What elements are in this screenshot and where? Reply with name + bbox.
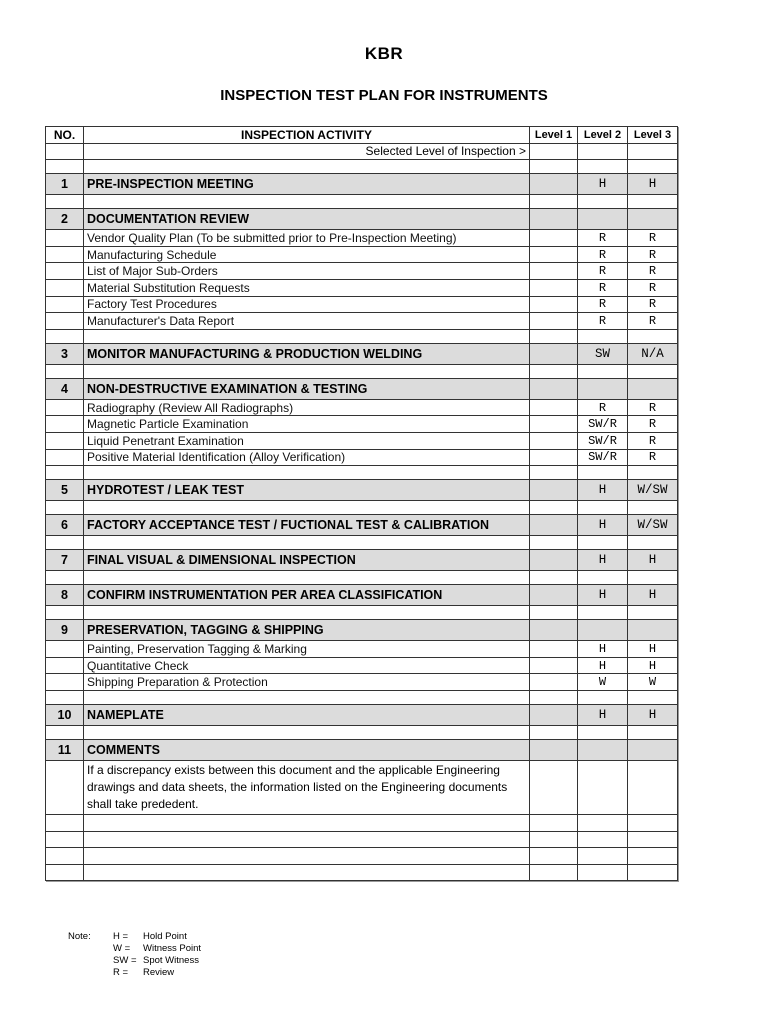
- activity-item-row: [46, 449, 678, 466]
- section-header-row: [46, 343, 678, 364]
- level-1-value: [530, 209, 578, 230]
- empty-cell: [578, 831, 628, 848]
- activity-label: Magnetic Particle Examination: [84, 416, 530, 433]
- document-title: KBR: [364, 44, 404, 63]
- empty-cell: [628, 814, 678, 831]
- section-number: 1: [46, 174, 84, 195]
- level-3-value: [628, 378, 678, 399]
- empty-cell: [84, 606, 530, 620]
- level-2-value: H: [578, 704, 628, 725]
- empty-cell: [578, 501, 628, 515]
- column-header-activity: INSPECTION ACTIVITY: [84, 127, 530, 144]
- section-title: MONITOR MANUFACTURING & PRODUCTION WELDING: [84, 343, 530, 364]
- comment-row: [46, 760, 678, 814]
- empty-cell: [578, 864, 628, 881]
- level-1-value: [530, 378, 578, 399]
- activity-label: Shipping Preparation & Protection: [84, 674, 530, 691]
- empty-cell: [46, 143, 84, 160]
- empty-cell: [46, 641, 84, 658]
- activity-label: Positive Material Identification (Alloy Verification): [84, 449, 530, 466]
- section-header-row: [46, 480, 678, 501]
- level-1-value: [530, 399, 578, 416]
- empty-cell: [578, 725, 628, 739]
- activity-item-row: [46, 399, 678, 416]
- activity-item-row: [46, 246, 678, 263]
- legend-entry: [113, 931, 201, 943]
- empty-row: [46, 864, 678, 881]
- activity-item-row: [46, 313, 678, 330]
- column-header-level-1: Level 1: [530, 127, 578, 144]
- spacer-row: [46, 501, 678, 515]
- spacer-row: [46, 606, 678, 620]
- level-2-value: H: [578, 641, 628, 658]
- empty-cell: [84, 536, 530, 550]
- column-header-row: [46, 127, 678, 144]
- legend-label: Note:: [68, 931, 91, 942]
- empty-cell: [46, 279, 84, 296]
- activity-label: Radiography (Review All Radiographs): [84, 399, 530, 416]
- level-3-value: R: [628, 230, 678, 247]
- activity-item-row: [46, 432, 678, 449]
- empty-cell: [46, 466, 84, 480]
- level-2-value: H: [578, 550, 628, 571]
- empty-cell: [628, 690, 678, 704]
- empty-row: [46, 831, 678, 848]
- legend-value: Review: [143, 967, 175, 978]
- level-1-value: [530, 585, 578, 606]
- level-1-value: [530, 263, 578, 280]
- level-2-value: H: [578, 515, 628, 536]
- activity-label: Manufacturing Schedule: [84, 246, 530, 263]
- section-number: 8: [46, 585, 84, 606]
- empty-cell: [84, 329, 530, 343]
- empty-cell: [628, 831, 678, 848]
- empty-cell: [46, 416, 84, 433]
- legend-value: Hold Point: [143, 931, 187, 942]
- legend-entry: [113, 943, 201, 955]
- level-2-value: H: [578, 174, 628, 195]
- empty-cell: [46, 230, 84, 247]
- empty-cell: [46, 814, 84, 831]
- section-number: 4: [46, 378, 84, 399]
- empty-cell: [84, 690, 530, 704]
- level-2-value: R: [578, 230, 628, 247]
- empty-cell: [84, 501, 530, 515]
- empty-cell: [46, 657, 84, 674]
- empty-cell: [84, 160, 530, 174]
- empty-cell: [530, 571, 578, 585]
- activity-label: Vendor Quality Plan (To be submitted prior to Pre-Inspection Meeting): [84, 230, 530, 247]
- level-1-value: [530, 174, 578, 195]
- level-2-value: R: [578, 279, 628, 296]
- section-title: CONFIRM INSTRUMENTATION PER AREA CLASSIFICATION: [84, 585, 530, 606]
- empty-cell: [46, 571, 84, 585]
- legend-key: W =: [113, 943, 131, 954]
- level-2-value: H: [578, 585, 628, 606]
- empty-cell: [46, 246, 84, 263]
- empty-cell: [46, 296, 84, 313]
- level-1-value: [530, 515, 578, 536]
- empty-cell: [84, 864, 530, 881]
- empty-cell: [530, 195, 578, 209]
- legend-key: R =: [113, 967, 129, 978]
- empty-cell: [628, 725, 678, 739]
- legend-entries: [113, 931, 201, 979]
- selected-level-3-cell[interactable]: [628, 143, 678, 160]
- section-header-row: [46, 585, 678, 606]
- empty-cell: [628, 864, 678, 881]
- level-1-value: [530, 641, 578, 658]
- section-header-row: [46, 174, 678, 195]
- column-header-no: NO.: [46, 127, 84, 144]
- empty-cell: [530, 864, 578, 881]
- empty-cell: [46, 449, 84, 466]
- spacer-row: [46, 536, 678, 550]
- level-2-value: R: [578, 296, 628, 313]
- activity-item-row: [46, 674, 678, 691]
- empty-cell: [84, 571, 530, 585]
- activity-item-row: [46, 657, 678, 674]
- level-3-value: R: [628, 416, 678, 433]
- level-1-value: [530, 704, 578, 725]
- empty-cell: [46, 364, 84, 378]
- empty-cell: [530, 725, 578, 739]
- section-title: DOCUMENTATION REVIEW: [84, 209, 530, 230]
- empty-cell: [46, 536, 84, 550]
- level-3-value: R: [628, 432, 678, 449]
- level-3-value: R: [628, 279, 678, 296]
- level-3-value: W/SW: [628, 515, 678, 536]
- empty-cell: [578, 814, 628, 831]
- level-1-value: [530, 739, 578, 760]
- empty-cell: [530, 501, 578, 515]
- empty-cell: [46, 725, 84, 739]
- section-title: NAMEPLATE: [84, 704, 530, 725]
- activity-label: Liquid Penetrant Examination: [84, 432, 530, 449]
- empty-cell: [578, 536, 628, 550]
- empty-cell: [578, 848, 628, 865]
- empty-cell: [530, 364, 578, 378]
- empty-cell: [628, 501, 678, 515]
- activity-label: Quantitative Check: [84, 657, 530, 674]
- level-3-value: N/A: [628, 343, 678, 364]
- comment-text: If a discrepancy exists between this document and the applicable Engineering drawings and data sheets, the information listed on the Engineering documents shall take prededent.: [84, 760, 530, 814]
- activity-label: List of Major Sub-Orders: [84, 263, 530, 280]
- level-2-value: H: [578, 657, 628, 674]
- level-1-value: [530, 657, 578, 674]
- section-header-row: [46, 378, 678, 399]
- level-2-value: W: [578, 674, 628, 691]
- spacer-row: [46, 466, 678, 480]
- empty-cell: [578, 690, 628, 704]
- selected-level-row: [46, 143, 678, 160]
- activity-label: Painting, Preservation Tagging & Marking: [84, 641, 530, 658]
- activity-label: Factory Test Procedures: [84, 296, 530, 313]
- empty-cell: [530, 466, 578, 480]
- spacer-row: [46, 690, 678, 704]
- section-header-row: [46, 704, 678, 725]
- empty-cell: [628, 466, 678, 480]
- section-header-row: [46, 515, 678, 536]
- level-1-value: [530, 620, 578, 641]
- level-2-value: SW/R: [578, 432, 628, 449]
- activity-label: Material Substitution Requests: [84, 279, 530, 296]
- level-3-value: R: [628, 449, 678, 466]
- section-title: FINAL VISUAL & DIMENSIONAL INSPECTION: [84, 550, 530, 571]
- level-2-value: R: [578, 399, 628, 416]
- level-3-value: H: [628, 657, 678, 674]
- section-number: 10: [46, 704, 84, 725]
- spacer-row: [46, 364, 678, 378]
- activity-item-row: [46, 641, 678, 658]
- legend-key: H =: [113, 931, 129, 942]
- spacer-row: [46, 329, 678, 343]
- activity-item-row: [46, 279, 678, 296]
- level-3-value: [628, 620, 678, 641]
- section-title: FACTORY ACCEPTANCE TEST / FUCTIONAL TEST & CALIBRATION: [84, 515, 530, 536]
- activity-item-row: [46, 263, 678, 280]
- section-number: 5: [46, 480, 84, 501]
- level-3-value: W/SW: [628, 480, 678, 501]
- level-1-value: [530, 343, 578, 364]
- empty-cell: [46, 864, 84, 881]
- level-3-value: R: [628, 246, 678, 263]
- legend-value: Spot Witness: [143, 955, 199, 966]
- level-3-value: H: [628, 704, 678, 725]
- level-2-value: R: [578, 263, 628, 280]
- section-title: COMMENTS: [84, 739, 530, 760]
- empty-cell: [628, 606, 678, 620]
- empty-cell: [46, 313, 84, 330]
- level-1-value: [530, 449, 578, 466]
- empty-cell: [530, 814, 578, 831]
- document-subtitle-text: INSPECTION TEST PLAN FOR INSTRUMENTS: [220, 87, 548, 104]
- activity-item-row: [46, 296, 678, 313]
- empty-cell: [46, 690, 84, 704]
- empty-cell: [46, 760, 84, 814]
- spacer-row: [46, 195, 678, 209]
- selected-level-label: Selected Level of Inspection >: [84, 143, 530, 160]
- empty-cell: [46, 263, 84, 280]
- empty-cell: [84, 831, 530, 848]
- level-1-value: [530, 246, 578, 263]
- level-1-value: [530, 674, 578, 691]
- selected-level-1-cell[interactable]: [530, 143, 578, 160]
- empty-cell: [530, 606, 578, 620]
- empty-cell: [578, 329, 628, 343]
- empty-cell: [84, 195, 530, 209]
- legend-entry: [113, 955, 201, 967]
- empty-cell: [578, 606, 628, 620]
- section-header-row: [46, 209, 678, 230]
- empty-cell: [530, 831, 578, 848]
- section-title: PRE-INSPECTION MEETING: [84, 174, 530, 195]
- level-3-value: H: [628, 585, 678, 606]
- level-3-value: R: [628, 313, 678, 330]
- column-header-level-2: Level 2: [578, 127, 628, 144]
- empty-cell: [46, 329, 84, 343]
- level-3-value: H: [628, 550, 678, 571]
- empty-cell: [46, 848, 84, 865]
- empty-cell: [84, 814, 530, 831]
- level-2-value: [578, 739, 628, 760]
- level-2-value: [578, 378, 628, 399]
- empty-cell: [46, 501, 84, 515]
- empty-cell: [84, 364, 530, 378]
- level-3-value: W: [628, 674, 678, 691]
- empty-cell: [530, 848, 578, 865]
- empty-cell: [46, 432, 84, 449]
- column-header-level-3: Level 3: [628, 127, 678, 144]
- empty-cell: [628, 571, 678, 585]
- section-title: NON-DESTRUCTIVE EXAMINATION & TESTING: [84, 378, 530, 399]
- empty-cell: [578, 195, 628, 209]
- selected-level-2-cell[interactable]: [578, 143, 628, 160]
- inspection-test-plan-table: [45, 126, 678, 881]
- level-1-value: [530, 416, 578, 433]
- empty-cell: [530, 760, 578, 814]
- empty-cell: [530, 160, 578, 174]
- level-1-value: [530, 432, 578, 449]
- spacer-row: [46, 571, 678, 585]
- empty-cell: [628, 760, 678, 814]
- document-subtitle: [0, 84, 768, 104]
- empty-cell: [84, 848, 530, 865]
- level-2-value: SW/R: [578, 416, 628, 433]
- empty-cell: [578, 160, 628, 174]
- empty-cell: [628, 848, 678, 865]
- level-1-value: [530, 480, 578, 501]
- level-2-value: [578, 209, 628, 230]
- empty-cell: [46, 606, 84, 620]
- empty-cell: [530, 329, 578, 343]
- section-header-row: [46, 620, 678, 641]
- level-2-value: SW/R: [578, 449, 628, 466]
- level-1-value: [530, 313, 578, 330]
- empty-cell: [628, 160, 678, 174]
- spacer-row: [46, 725, 678, 739]
- level-3-value: R: [628, 263, 678, 280]
- empty-cell: [578, 760, 628, 814]
- level-3-value: [628, 739, 678, 760]
- activity-label: Manufacturer's Data Report: [84, 313, 530, 330]
- level-1-value: [530, 550, 578, 571]
- activity-item-row: [46, 416, 678, 433]
- empty-cell: [84, 466, 530, 480]
- section-header-row: [46, 739, 678, 760]
- empty-cell: [46, 399, 84, 416]
- level-2-value: H: [578, 480, 628, 501]
- empty-cell: [628, 195, 678, 209]
- empty-cell: [628, 329, 678, 343]
- level-1-value: [530, 230, 578, 247]
- level-1-value: [530, 279, 578, 296]
- empty-cell: [46, 160, 84, 174]
- empty-cell: [628, 364, 678, 378]
- empty-cell: [578, 571, 628, 585]
- section-title: PRESERVATION, TAGGING & SHIPPING: [84, 620, 530, 641]
- level-3-value: R: [628, 296, 678, 313]
- section-title: HYDROTEST / LEAK TEST: [84, 480, 530, 501]
- empty-cell: [84, 725, 530, 739]
- level-3-value: R: [628, 399, 678, 416]
- section-number: 7: [46, 550, 84, 571]
- empty-cell: [530, 536, 578, 550]
- empty-cell: [628, 536, 678, 550]
- empty-row: [46, 814, 678, 831]
- section-number: 11: [46, 739, 84, 760]
- level-3-value: H: [628, 174, 678, 195]
- level-2-value: [578, 620, 628, 641]
- level-3-value: [628, 209, 678, 230]
- level-2-value: R: [578, 246, 628, 263]
- section-header-row: [46, 550, 678, 571]
- level-1-value: [530, 296, 578, 313]
- section-number: 2: [46, 209, 84, 230]
- empty-cell: [46, 674, 84, 691]
- legend-value: Witness Point: [143, 943, 202, 954]
- legend-entry: [113, 967, 201, 979]
- activity-item-row: [46, 230, 678, 247]
- empty-row: [46, 848, 678, 865]
- level-2-value: R: [578, 313, 628, 330]
- empty-cell: [530, 690, 578, 704]
- section-number: 6: [46, 515, 84, 536]
- empty-cell: [46, 195, 84, 209]
- level-2-value: SW: [578, 343, 628, 364]
- section-number: 3: [46, 343, 84, 364]
- empty-cell: [46, 831, 84, 848]
- legend-key: SW =: [113, 955, 137, 966]
- empty-cell: [578, 466, 628, 480]
- empty-cell: [578, 364, 628, 378]
- section-number: 9: [46, 620, 84, 641]
- level-3-value: H: [628, 641, 678, 658]
- spacer-row: [46, 160, 678, 174]
